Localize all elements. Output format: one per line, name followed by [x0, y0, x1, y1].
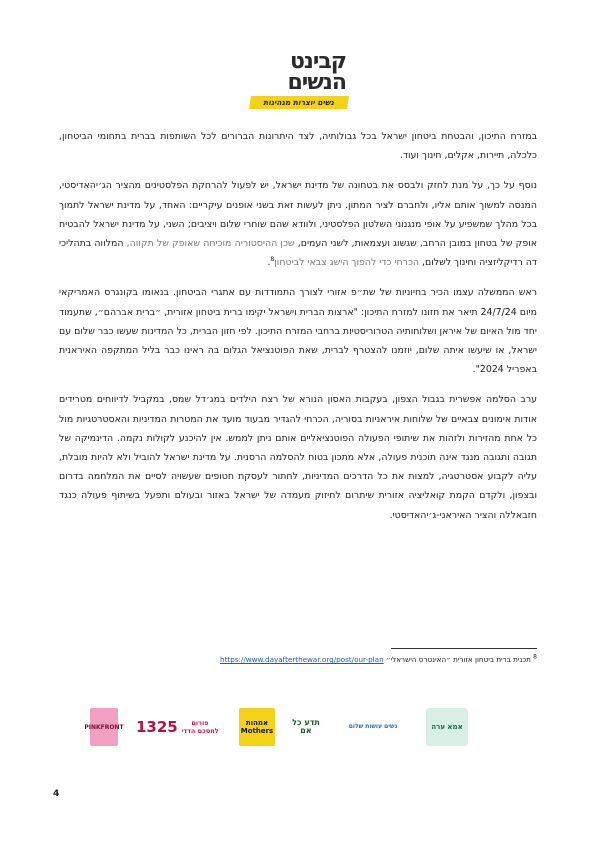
footnote-text: תכנית ברית ביטחון אזורית ״האינטרס הישראלי״: [383, 655, 534, 664]
article-body: [59, 127, 537, 536]
imahot-logo: אמהות Mothers: [239, 708, 275, 746]
tdaa-logo: תדע כל אם: [292, 718, 320, 735]
footnote-ref[interactable]: 8: [270, 256, 275, 264]
footnote-divider: [391, 648, 537, 649]
page-number: 4: [53, 789, 60, 799]
logo-line-2: הנשים: [287, 70, 346, 95]
women-wage-peace-logo: נשים עושות שלום: [348, 723, 398, 731]
paragraph-4: ערב הסלמה אפשרית בגבול הצפון, בעקבות האסון הנורא של רצח הילדים במג׳דל שמס, במקביל לדיווחים מטרידים אודות אימונים צבאיים של שלוחות איראניות בסוריה, הכרחי להגדיר מבעוד מועד את המטרות המדיניות והאסטרטגיות מול כל אחת מהזירות ולזהות את שיתופי הפעולה הפוטנציאליים אותם ניתן לממש. אין להיכנע לקולות נקמה. הדינמיקה של תגובה ותגובה מנגד אינה תוכנית פעולה, אלא מתכון בטוח להסלמה הרסנית. על מדינת ישראל להוביל ולא להיות מובלת, עליה לקבוע אסטרטגיה, למצות את כל הדרכים המדיניות, לחתור לעסקת חטופים שעשויה לסיים את המלחמה בדרום ובצפון, ולקדם הקמת קואליציה אזורית שיתרום לחיזוק מעמדה של ישראל באזור ובעולם ותפעל בשיתוף פעולה כנגד חזבאללה והציר האיראני-ג׳יהאדיסטי.: [59, 394, 537, 521]
logo-tagline: נשים יוצרות מנהיגות: [249, 96, 349, 109]
pinkfront-logo: PINKFRONT: [90, 708, 118, 746]
paragraph-2: [59, 176, 537, 272]
footnote-link[interactable]: https://www.dayafterthewar.org/post/our-plan: [220, 655, 384, 664]
paragraph-2-middle: המלווה בתהליכי דה רדיקליזציה וחינוך לשלום,: [59, 238, 537, 269]
cabinet-logo: [248, 50, 348, 108]
paragraph-2-highlight-2: הכרחי כדי להפוך הישג צבאי לביטחון: [274, 257, 420, 269]
paragraph-3: ראש הממשלה עצמו הכיר בחיוניות של שת״פ אזורי לצורך התמודדות עם אתגרי הביטחון. בנאומו בקונגרס האמריקאי מיום 24/7/24 תיאר את חזונו למזרח התיכון: "ארצות הברית וישראל יקימו ברית ביטחון אזורית, ״ברית אברהם״, שתעמוד יחד מול האיום של איראן ושלוחותיה הטרוריסטיות ברחבי המזרח התיכון. לפי חזון הברית, כל המדינות שעשו כבר שלום עם ישראל, או שיעשו איתה שלום, יוזמנו להצטרף לברית, שאת הפוטנציאל הגלום בה ראינו כבר בליל המתקפה האיראנית באפריל 2024".: [59, 287, 537, 376]
partner-logos: [84, 708, 520, 748]
forum-1325-small-text: פורום לחסכם הדדי: [181, 719, 219, 735]
logo-line-1: קבינט: [289, 49, 346, 74]
footnote-number: 8: [533, 653, 537, 661]
footnote: [59, 655, 537, 665]
paragraph-2-highlight-1: שכן ההיסטוריה מוכיחה שאופק של תקווה,: [126, 238, 295, 250]
paragraph-1: במזרח התיכון, והבטחת ביטחון ישראל בכל גבולותיה, לצד היתרונות הברורים לכל השותפות בברית בתחומי הביטחון, כלכלה, תיירות, אקלים, חינוך ועוד.: [59, 131, 537, 162]
forum-1325-logo: [136, 708, 220, 746]
paragraph-2-main: נוסף על כך, על מנת לחזק ולבסס את בטחונה של מדינת ישראל, יש לפעול להרחקת הפלסטינים מהציר הג׳יהאדיסטי, המנסה למשוך אותם אליו, ולחברם לציר המתון. ניתן לעשות זאת בשני אופנים עיקריים: האחד, על מדינת ישראל לתמוך בכל מהלך שמשפיע על אופי מנגנוני השלטון הפלסטיני, ולוודא שהם שוחרי שלום ויציבים; השני, על מדינת ישראל להבטיח אופק של בטחון במובן הרחב, שגשוג ועצמאות, לשני העמים,: [59, 180, 537, 250]
forum-1325-number: 1325: [136, 718, 178, 736]
paragraph-2-end: .: [267, 257, 271, 269]
ima-era-logo: אמא ערה: [426, 708, 468, 746]
